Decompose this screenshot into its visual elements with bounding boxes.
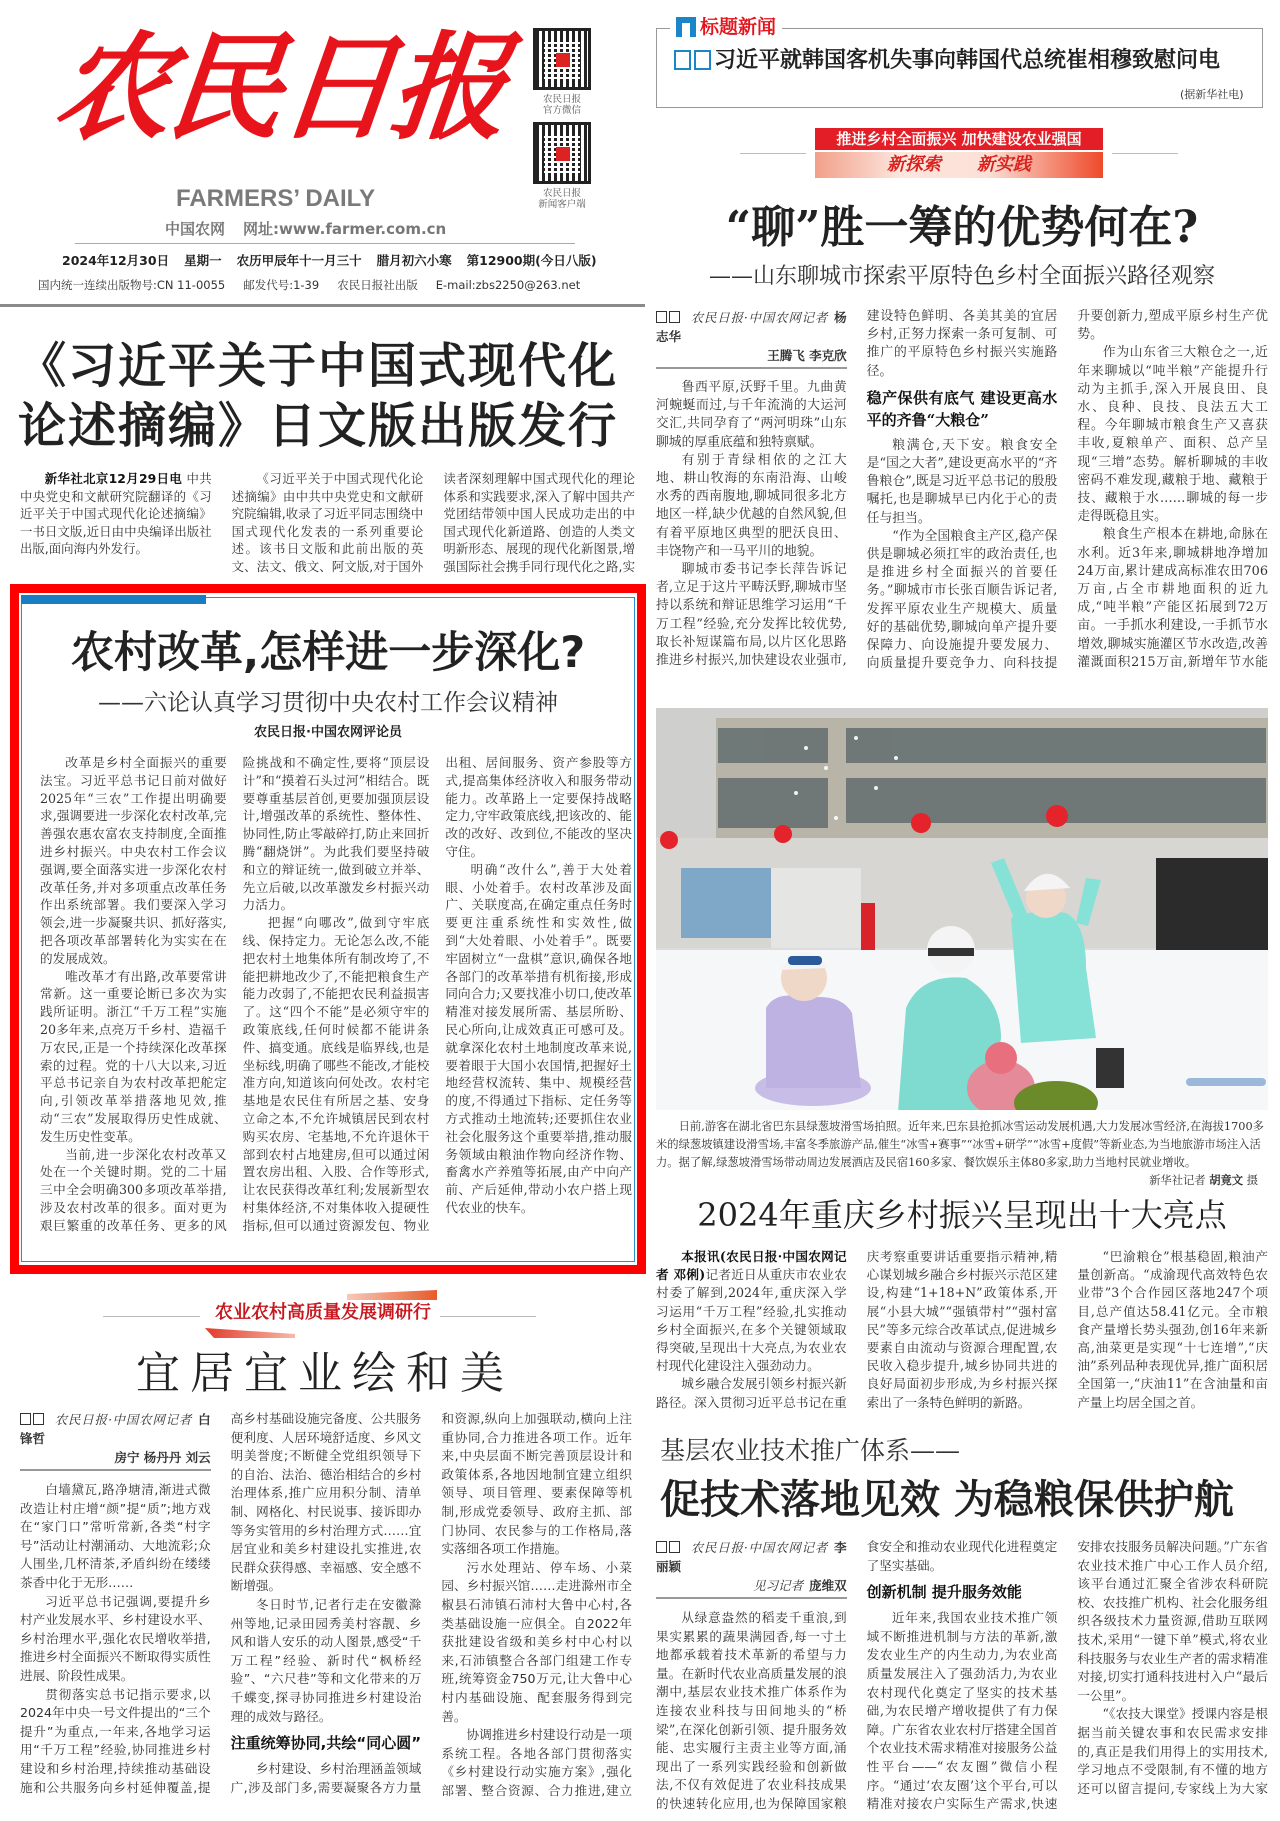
placeholder-box-icon (674, 50, 691, 70)
series-tag: 农业农村高质量发展调研行 (205, 1290, 437, 1338)
article-body-rural-reform (40, 754, 632, 1252)
paragraph (656, 1248, 847, 1375)
paragraph-text: 聊城市委书记李长萍告诉记者,立足于这片平畴沃野,聊城市坚持以系统和辩证思维学习运用“千万工程”经验,充分发挥比较优势,取长补短谋篇布局,以片区化思路推进乡村振兴,加快建设农业强市,建设特色鲜明、各美其美的宜居乡村,正努力探索一条可复制、可推广的平原特色乡村振兴实施路径。 (656, 309, 1058, 669)
divider (440, 1316, 536, 1317)
photo-credit: 新华社记者 胡竟文 摄 (1149, 1174, 1258, 1187)
paragraph-text: 作为山东省三大粮仓之一,近年来聊城以“吨半粮”产能提升行动为主抓手,深入开展良田、良水、良种、良技、良法五大工程。今年聊城市粮食生产又喜获丰收,夏粮单产、面积、总产呈现“三增”态势。解析聊城的丰收密码不难发现,藏粮于地、藏粮于技、藏粮于水……聊城的每一步走得既稳且实。 (1077, 345, 1268, 525)
paragraph (232, 470, 635, 576)
banner-slogan: 推进乡村全面振兴 加快建设农业强国 (815, 128, 1103, 152)
article-body-liaocheng (656, 308, 1268, 686)
paragraph-text: 中共中央党史和文献研究院翻译的《习近平关于中国式现代化论述摘编》一书日文版,近日由中央编译出版社出版,面向海内外发行。 (20, 471, 212, 556)
placeholder-box-icon (669, 311, 680, 323)
paragraph (231, 1596, 422, 1726)
paragraph-text: 鲁西平原,沃野千里。九曲黄河蜿蜒而过,与千年流淌的大运河交汇,共同孕育了“两河明珠”山东聊城的厚重底蕴和独特禀赋。 (656, 380, 847, 450)
photo-caption: 日前,游客在湖北省巴东县绿葱坡滑雪场拍照。近年来,巴东县抢抓冰雪运动发展机遇,大力发展冰雪经济,在海拔1700多米的绿葱坡镇建设滑雪场,丰富冬季旅游产品,催生“冰雪+赛事”“冰雪+研学”“冰雪+度假”等新业态,为当地旅游市场注入活力。据了解,绿葱坡滑雪场带动周边发展酒店及民宿160多家、餐饮娱乐主体80多家,助力当地村民就业增收。 新华社记者 胡竟文 摄 (656, 1118, 1268, 1190)
weekday: 星期一 (184, 253, 222, 268)
paragraph-text: 乡村建设、乡村治理涵盖领域广,涉及部门多,需要凝聚各方力量和资源,纵向上加强联动,横向上注重协同,合力推进各项工作。近年来,中央层面不断完善顶层设计和政策体系,各地因地制宜建立组织领导、项目管理、要素保障等机制,形成党委领导、政府主抓、部门协同、农民参与的工作格局,落实落细各项工作措施。 (230, 1411, 632, 1795)
byline: 农民日报·中国农网记者 李丽颖 见习记者 庞维双 (656, 1538, 847, 1599)
article-title-chongqing[interactable]: 2024年重庆乡村振兴呈现出十大亮点 (697, 1196, 1227, 1234)
site-name: 中国农网 (165, 220, 226, 238)
headline-news-source: (据新华社电) (1180, 88, 1244, 101)
paragraph (40, 754, 227, 968)
paragraph-text: 当前,进一步深化农村改革又处在一个关键时期。党的二十届三中全会明确300多项改革举措,涉及农村改革的很多。面对更为艰巨繁重的改革任务、更多的风险挑战和不确定性,要将“顶层设计”和“摸着石头过河”相结合。既要尊重基层首创,更要加强顶层设计,增强改革的系统性、整体性、协同性,防止零敲碎打,防止来回折腾“翻烧饼”。为此我们要坚持破和立的辩证统一,做到破立并举、先立后破,以改革激发乡村振兴动力活力。 (40, 755, 430, 1233)
paragraph-text: 粮食生产根本在耕地,命脉在水利。近3年来,聊城耕地净增加24万亩,累计建成高标准农田706万亩,占全市耕地面积的近九成,“吨半粮”产能区拓展到72万亩。一手抓水利建设,一手抓节水增效,聊城实施灌区节水改造,改善灌溉面积215万亩,新增年节水能 (1077, 527, 1268, 670)
article-body-chongqing (656, 1248, 1268, 1430)
article-body-xi-book (20, 470, 635, 576)
site-info (165, 220, 464, 238)
placeholder-box-icon (694, 50, 711, 70)
paragraph-text: 协调推进乡村建设行动是一项系统工程。各地各部门贯彻落实《乡村建设行动实施方案》,强化部署、整合资源、合力推进,建立 (441, 1727, 632, 1798)
site-url[interactable]: 网址:www.farmer.com.cn (243, 220, 447, 238)
divider (75, 243, 575, 244)
qr-code-app[interactable] (533, 122, 591, 184)
paragraph-text: 贯彻落实总书记指示要求,以2024年中央一号文件提出的“三个提升”为重点,一年来,各地学习运用“千万工程”经验,协同推进乡村建设和乡村治理,持续推动基础设施和公共服务向乡村延伸覆盖,提高乡村基础设施完备度、公共服务便利度、人居环境舒适度、乡风文明美誉度;不断健全党组织领导下的自治、法治、德治相结合的乡村治理体系,推广应用积分制、清单制、网格化、村民说事、接诉即办等务实管用的乡村治理方式……宜居宜业和美乡村建设扎实推进,农民群众获得感、幸福感、安全感不断增强。 (20, 1411, 422, 1795)
headline-news-label: 标题新闻 (670, 16, 782, 38)
publication-info (38, 278, 598, 293)
qr-label-wechat: 农民日报 官方微信 (542, 94, 581, 116)
paragraph (656, 452, 847, 561)
email[interactable]: E-mail:zbs2250@263.net (435, 278, 581, 292)
paragraph-text: 冬日时节,记者行走在安徽滁州等地,记录田园秀美村容靓、乡风和谐人安乐的动人图景,感受“千万工程”经验、新时代“枫桥经验”、“六尺巷”等和文化带来的万千蝶变,探寻协同推进乡村建设治理的成效与路径。 (230, 1596, 422, 1724)
paragraph-text: 从绿意盎然的稻麦千重浪,到果实累累的蔬果满园香,每一寸土地都承载着技术革新的希望与力量。在新时代农业高质量发展的浪潮中,基层农业技术推广体系作为连接农业科技与田间地头的“桥梁”,在深化创新引领、提升服务效能、忠实履行主责主业等方面,涌现出了一系列实践经验和创新做法,不仅有效促进了农业科技成果的快速转化应用,也为保障国家粮食安全和推动农业现代化进程奠定了坚实基础。 (656, 1539, 1058, 1811)
paragraph-text: 创新机制 提升服务效能 (866, 1583, 1022, 1602)
solar-term: 腊月初六小寒 (376, 253, 452, 268)
paragraph (20, 1593, 211, 1686)
paragraph (656, 379, 847, 452)
paragraph-text: 明确“改什么”,善于大处着眼、小处着手。农村改革涉及面广、关联度高,在确定重点任务时要更注重系统性和实效性,做到“大处着眼、小处着手”。既要牢固树立“一盘棋”意识,确保各地各部门的改革举措有机衔接,形成同向合力;又要找准小切口,使改革精准对接发展所需、基层所盼、民心所向,让成效真正可感可及。就拿深化农村土地制度改革来说,要着眼于大国小农国情,把握好土地经营权流转、集中、规模经营的度,不得通过下指标、定任务等方式推动土地流转;还要抓住农业社会化服务这个重要举措,推动服务领域由粮油作物向经济作物、畜禽水产养殖等拓展,由产中向产前、产后延伸,带动小农户搭上现代农业的快车。 (445, 861, 632, 1215)
paragraph-text: 城乡融合发展引领乡村振兴新路径。深入贯彻习近平总书记在重庆考察重要讲话重要指示精神,精心谋划城乡融合乡村振兴示范区建设,构建“1+18+N”政策体系,开展“小县大城”“强镇带村”“强村富民”等多元综合改革试点,促进城乡要素自由流动与资源合理配置,农民收入稳步提升,城乡协同共进的良好局面初步形成,为乡村振兴探索出了一条特色鲜明的新路。 (656, 1249, 1058, 1410)
english-name: FARMERS’ DAILY (176, 185, 376, 212)
byline: 农民日报·中国农网记者 杨志华 王腾飞 李克欣 (656, 308, 847, 369)
paragraph-text: 近年来,我国农业技术推广领域不断推进机制与方法的革新,激发农业生产的内生动力,为农业高质量发展注入了强劲活力,为农业农村现代化奠定了坚实的技术基础,为农民增产增收提供了有力保障。广东省农业农村厅搭建全国首个农业技术需求精准对接服务公益性平台——“农友圈”微信小程序。“通过‘农友圈’这个平台,可以精准对接农户实际生产需求,快速安排农技服务员解决问题。”广东省农业技术推广中心工作人员介绍,该平台通过汇聚全省涉农科研院校、农技推广机构、社会化服务组织各级技术力量资源,借助互联网技术,采用“一键下单”模式,将农业科技服务与农业生产者的需求精准对接,切实打通科技进村入户“最后一公里”。 (866, 1539, 1268, 1812)
article-subtitle-liaocheng: ——山东聊城市探索平原特色乡村全面振兴路径观察 (708, 264, 1215, 289)
placeholder-box-icon (656, 311, 667, 323)
date: 2024年12月30日 (62, 253, 170, 268)
paragraph-text: “《农技大课堂》授课内容是根据当前关键农事和农民需求安排的,真正是我们用得上的实用技术,学习地点不受限制,有不懂的地方还可以留言提问,专家线上为大家 (1077, 1706, 1268, 1796)
paragraph-text: 习近平总书记强调,要提升乡村产业发展水平、乡村建设水平、乡村治理水平,强化农民增收举措,推进乡村全面振兴不断取得实质性进展、阶段性成果。 (20, 1593, 211, 1683)
cn-number: 国内统一连续出版物号:CN 11-0055 (38, 278, 226, 292)
paragraph (20, 470, 212, 558)
lunar-date: 农历甲辰年十一月三十 (236, 253, 362, 268)
dateline-lead: 新华社北京12月29日电 (44, 471, 183, 486)
paragraph-text: 改革是乡村全面振兴的重要法宝。习近平总书记日前对做好2025年“三农”工作提出明确要求,强调要进一步深化农村改革,完善强农惠农富农支持制度,全面推进乡村振兴。中央农村工作会议强调,要全面落实进一步深化农村改革任务,并对多项重点改革任务作出系统部署。我们要深入学习领会,进一步凝聚共识、抓好落实,把各项改革部署转化为实实在在的发展成效。 (40, 755, 227, 966)
masthead-rule (0, 304, 645, 307)
divider (740, 153, 806, 154)
section-subhead (231, 1732, 422, 1754)
paragraph-text: 记者近日从重庆市农业农村委了解到,2024年,重庆深入学习运用“千万工程”经验,扎实推动乡村全面振兴,在多个关键领域取得突破,呈现出十大亮点,为农业农村现代化建设注入强劲动力。 (656, 1267, 847, 1374)
article-title-xi-book[interactable]: 《习近平关于中国式现代化 论述摘编》日文版出版发行 (18, 338, 619, 454)
paragraph-text: 把握“向哪改”,做到守牢底线、保持定力。无论怎么改,不能把农村土地集体所有制改垮了,不能把耕地改少了,不能把粮食生产能力改弱了,不能把农民利益损害了。这“四个不能”是必须守牢的政策底线,任何时候都不能讲条件、搞变通。底线是临界线,也是坐标线,明确了哪些不能改,才能校准方向,知道该向何处改。农村宅基地是农民住有所居之基、安身立命之本,不允许城镇居民到农村购买农房、宅基地,不允许退休干部到农村占地建房,但可以通过闲置农房出租、入股、合作等形式,让农民获得改革红利;发展新型农村集体经济,不对集体收入提硬性指标,但可以通过资源发包、物业出租、居间服务、资产参股等方式,提高集体经济收入和服务带动能力。改革路上一定要保持战略定力,守牢政策底线,把该改的、能改的改好、改到位,不能改的坚决守住。 (242, 755, 632, 1233)
paragraph (445, 861, 632, 1217)
paragraph-text: 有别于青绿相依的之江大地、耕山牧海的东南沿海、山峻水秀的西南腹地,聊城同很多北方地区一样,缺少优越的自然风貌,但有着平原地区典型的肥沃良田、丰饶物产和一马平川的地貌。 (656, 452, 847, 559)
paragraph-text: 《习近平关于中国式现代化论述摘编》由中共中央党史和文献研究院编辑,收录了习近平同志围绕中国式现代化发表的一系列重要论述。该书日文版和此前出版的英文、法文、俄文、阿文版,对于国外读者深刻理解中国式现代化的理论体系和实践要求,深入了解中国共产党团结带领中国人民成功走出的中国式现代化新道路、创造的人类文明新形态、展现的现代化新图景,增强国际社会携手同行现代化之路,实 (231, 471, 635, 574)
article-title-rural-reform[interactable]: 农村改革,怎样进一步深化? (70, 628, 586, 678)
paragraph-text: “巴渝粮仓”根基稳固,粮油产量创新高。“成渝现代高效特色农业带”3个合作园区落地247个项目,总产值达58.41亿元。全市粮食产量增长势头强劲,创16年来新高,油菜更是实现“十七连增”,“庆油”系列品种表现优异,推广面积居全国第一,“庆油11”在含油量和亩产量上均居全国之首。 (1077, 1249, 1268, 1410)
banner-subtitle: 新探索 新实践 (815, 152, 1103, 178)
paragraph (20, 1481, 211, 1593)
paragraph (1077, 344, 1268, 526)
byline: 农民日报·中国农网评论员 (254, 725, 402, 740)
paragraph-text: “作为全国粮食主产区,稳产保供是聊城必须扛牢的政治责任,也是推进乡村全面振兴的首要任务。”聊城市市长张百顺告诉记者,发挥平原农业生产规模大、质量好的基础优势,聊城向单产提升要保障力、向设施提升要发展力、向质量提升要竞争力、向科技提升要创新力,塑成平原乡村生产优势。 (866, 309, 1268, 672)
news-photo-ski-resort[interactable] (656, 708, 1268, 1110)
divider (103, 1316, 200, 1317)
article-title-tech[interactable]: 促技术落地见效 为稳粮保供护航 (660, 1476, 1234, 1523)
paragraph-text: 粮满仓,天下安。粮食安全是“国之大者”,建设更高水平的“齐鲁粮仓”,既是习近平总书记的殷殷嘱托,也是聊城早已内化于心的责任与担当。 (866, 437, 1058, 526)
paragraph-text: 稳产保供有底气 建设更高水平的齐鲁“大粮仓” (866, 388, 1058, 429)
column-banner (815, 128, 1103, 178)
byline: 农民日报·中国农网记者 白锋哲 房宁 杨丹丹 刘云 (20, 1410, 211, 1471)
ski-scene-illustration (656, 708, 1268, 1110)
article-body-yiju (20, 1410, 632, 1814)
divider (1112, 153, 1178, 154)
publisher: 农民日报社出版 (337, 278, 418, 292)
paragraph (867, 437, 1058, 528)
section-icon (676, 17, 696, 37)
article-body-tech (656, 1538, 1268, 1816)
section-subhead (867, 387, 1058, 431)
article-subtitle-rural-reform: ——六论认真学习贯彻中央农村工作会议精神 (98, 690, 558, 716)
paragraph (441, 1559, 632, 1726)
newspaper-logo: 农民日报 (48, 20, 511, 156)
date-line (62, 253, 612, 269)
qr-label-app: 农民日报 新闻客户端 (538, 188, 586, 210)
paragraph-text: 注重统筹协同,共绘“同心圆” (230, 1734, 422, 1753)
paragraph-text: 唯改革才有出路,改革要常讲常新。这一重要论断已多次为实践所证明。浙江“千万工程”实施20多年来,点亮万千乡村、造福千万农民,正是一个持续深化改革探索的过程。党的十八大以来,习近平总书记亲自为农村改革把舵定向,引领改革举措落地见效,推动“三农”发展取得历史性成就、发生历史性变革。 (40, 968, 227, 1144)
article-title-yiju[interactable]: 宜居宜业绘和美 (136, 1348, 514, 1399)
qr-code-wechat[interactable] (533, 28, 591, 90)
paragraph-text: 污水处理站、停车场、小菜园、乡村振兴馆……走进滁州市全椒县石沛镇石沛村大鲁中心村,各类基础设施一应俱全。自2022年获批建设省级和美乡村中心村以来,石沛镇整合各部门组建工作专班,统筹资金750万元,让大鲁中心村内基础设施、配套服务得到完善。 (441, 1559, 632, 1724)
section-subhead (867, 1581, 1058, 1603)
article-kicker-tech: 基层农业技术推广体系—— (660, 1436, 961, 1465)
dateline-lead: 本报讯(农民日报·中国农网记者 邓俐) (656, 1249, 847, 1283)
paragraph (1077, 1248, 1268, 1412)
paragraph-text: 白墙黛瓦,路净塘清,渐进式微改造让村庄增“颜”提“质”;地方戏在“家门口”常听常新,各类“村字号”活动让村潮涌动、大地流彩;众人围坐,几杯清茶,矛盾纠纷在缕缕茶香中化于无形…… (20, 1482, 211, 1590)
article-title-liaocheng[interactable]: “聊”胜一筹的优势何在? (725, 202, 1199, 253)
headline-news-item[interactable]: 习近平就韩国客机失事向韩国代总统崔相穆致慰问电 (674, 46, 1220, 74)
editorial-tab (21, 595, 206, 604)
paragraph (40, 968, 227, 1146)
issue-number: 第12900期(今日八版) (466, 253, 597, 268)
postal-code: 邮发代号:1-39 (243, 278, 320, 292)
